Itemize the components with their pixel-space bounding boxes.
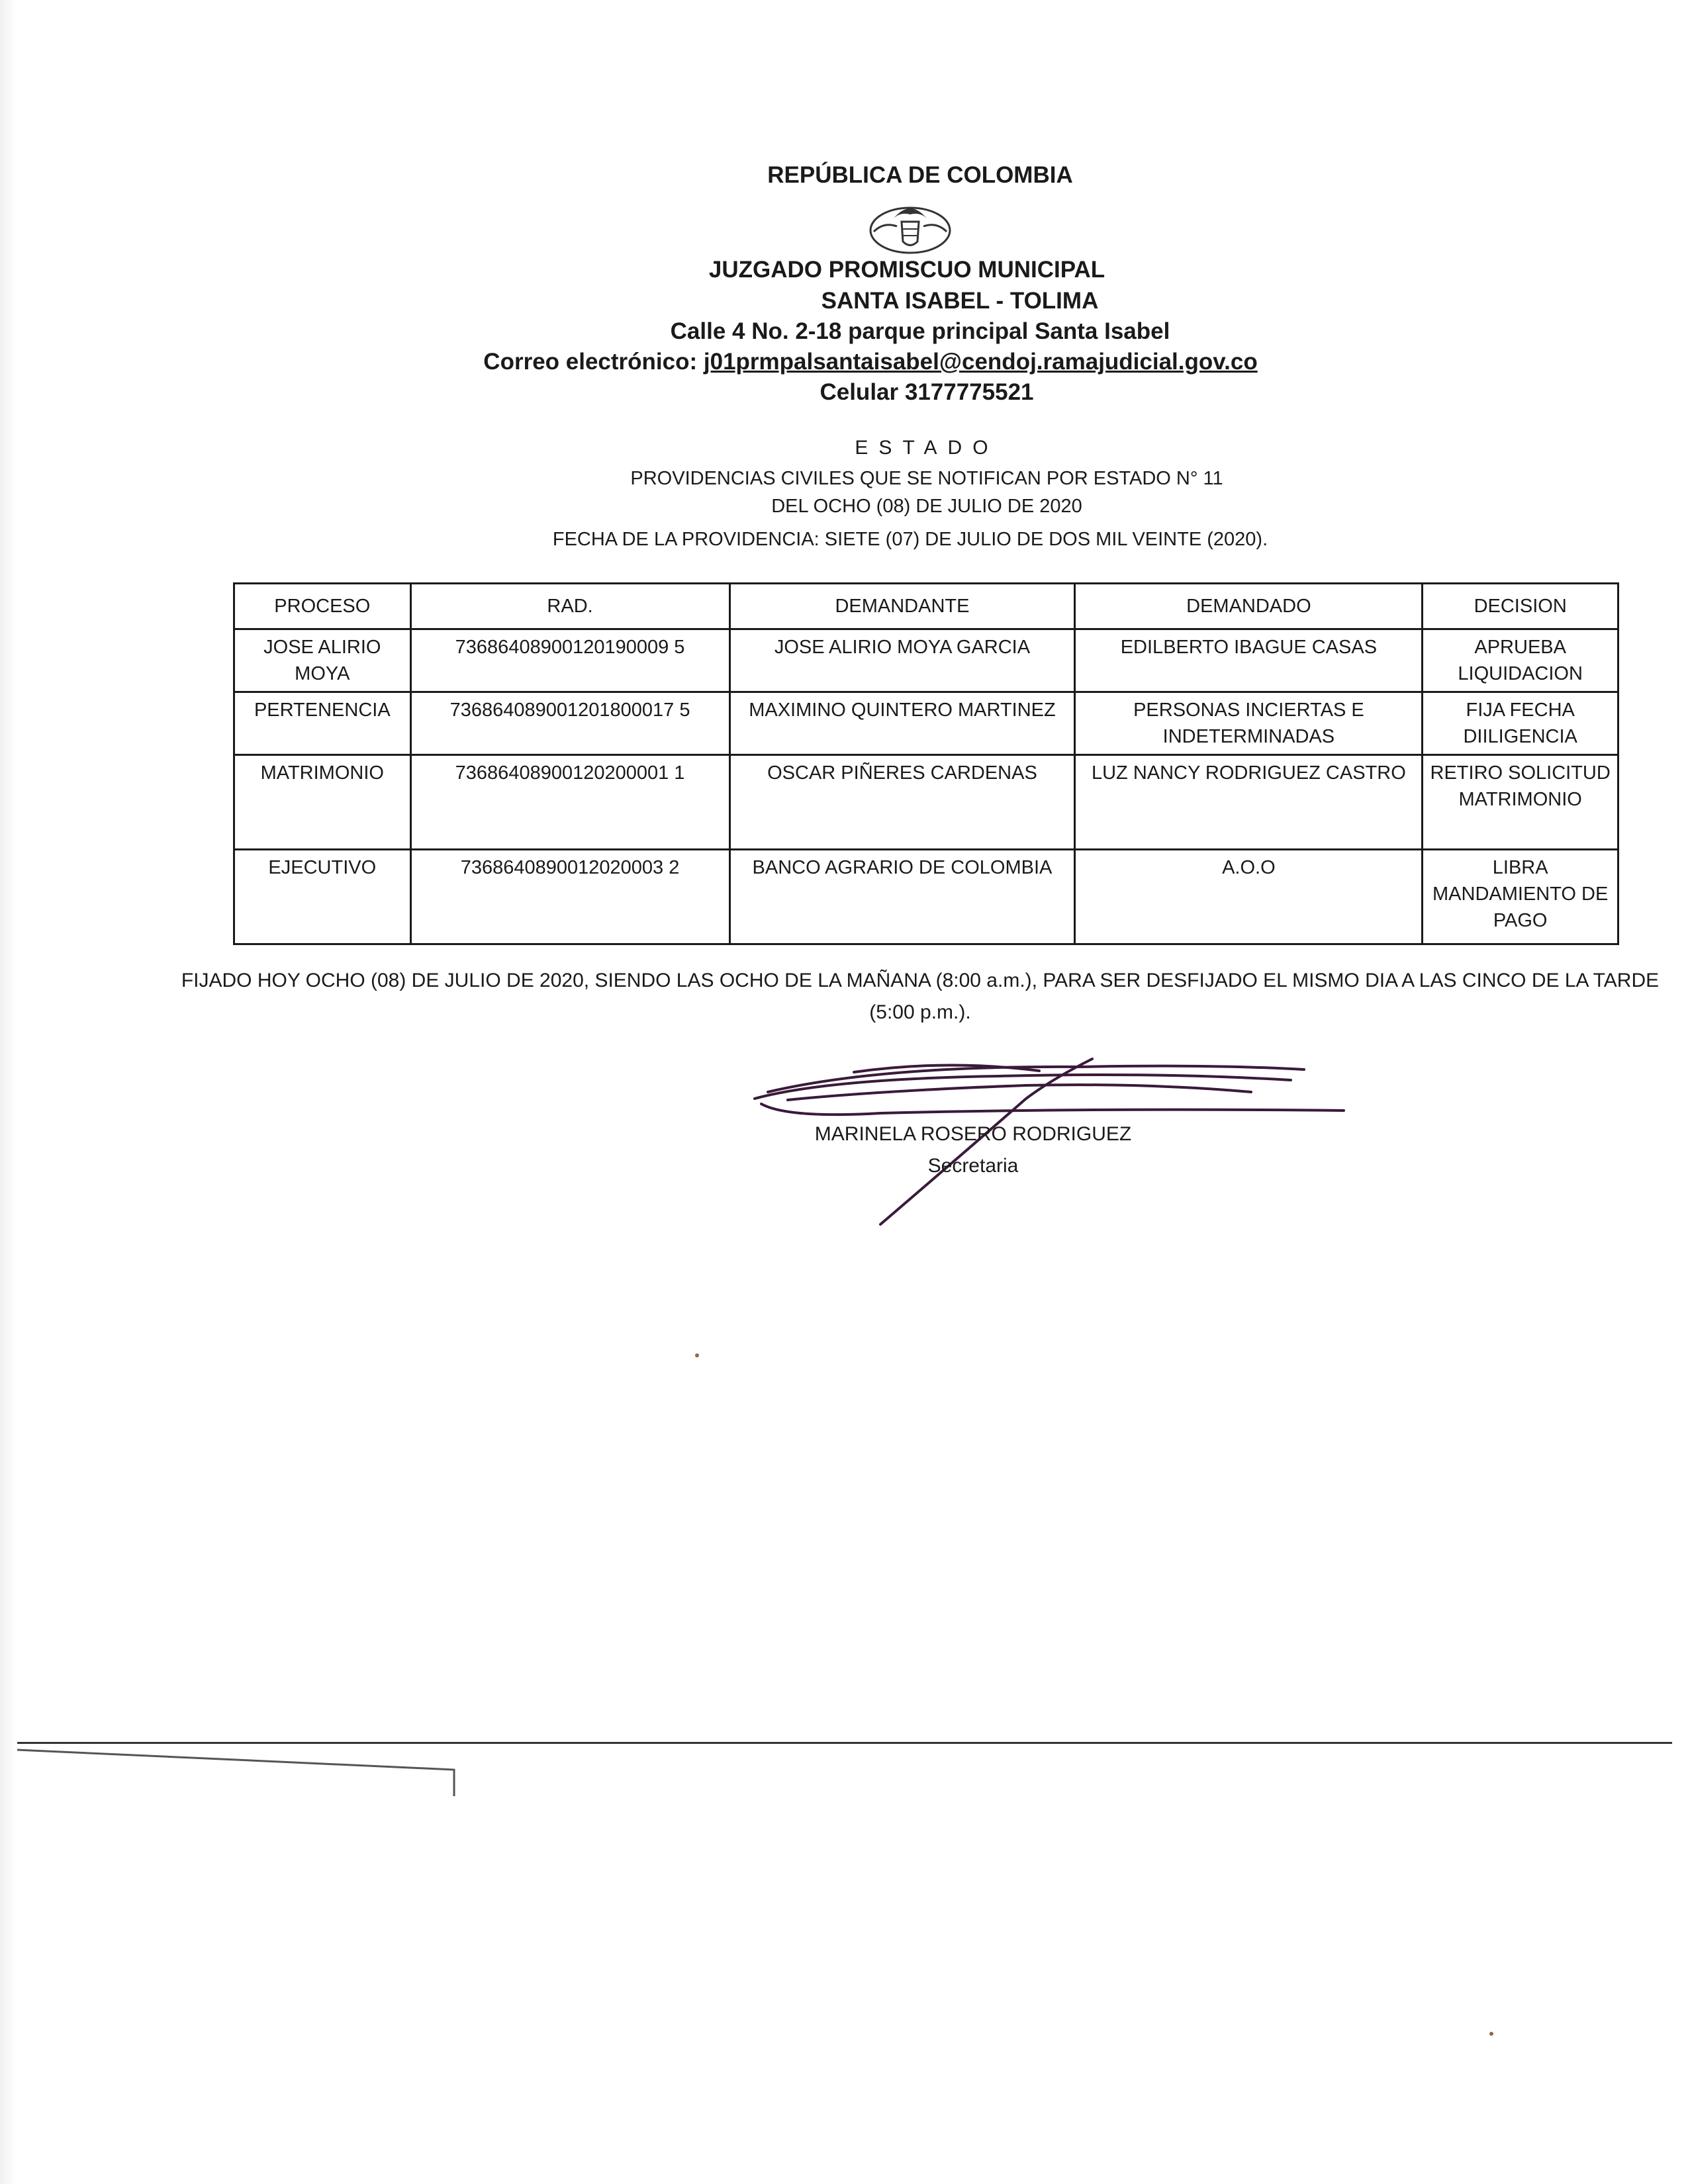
table-cell: 73686408900120200001 1 — [410, 755, 729, 850]
court-phone: Celular 3177775521 — [820, 379, 1034, 405]
scan-speck — [1489, 2032, 1493, 2036]
table-cell: LIBRA MANDAMIENTO DE PAGO — [1423, 850, 1618, 944]
estado-table — [233, 582, 1619, 945]
court-email — [0, 347, 1688, 377]
table-cell: MATRIMONIO — [234, 755, 411, 850]
coat-of-arms-seal — [861, 192, 960, 258]
estado-date: DEL OCHO (08) DE JULIO DE 2020 — [771, 496, 1082, 517]
court-city: SANTA ISABEL - TOLIMA — [821, 288, 1099, 314]
column-header: RAD. — [410, 584, 729, 629]
email-label: Correo electrónico: — [483, 349, 704, 375]
signer-role: Secretaria — [927, 1155, 1019, 1177]
table-cell: APRUEBA LIQUIDACION — [1423, 629, 1618, 692]
table-cell: FIJA FECHA DIILIGENCIA — [1423, 692, 1618, 755]
table-cell: PERSONAS INCIERTAS E INDETERMINADAS — [1075, 692, 1423, 755]
column-header: DEMANDADO — [1075, 584, 1423, 629]
email-link[interactable]: j01prmpalsantaisabel@cendoj.ramajudicial.gov.co — [703, 349, 1258, 375]
table-row — [234, 629, 1618, 692]
estado-title: ESTADO — [855, 437, 999, 459]
court-name: JUZGADO PROMISCUO MUNICIPAL — [708, 257, 1105, 283]
table-cell: EJECUTIVO — [234, 850, 411, 944]
column-header: DEMANDANTE — [729, 584, 1075, 629]
fijado-notice: FIJADO HOY OCHO (08) DE JULIO DE 2020, SIENDO LAS OCHO DE LA MAÑANA (8:00 a.m.), PARA SER DESFIJADO EL MISMO DIA A LAS CINCO DE LA TARDE (5:00 p.m.). — [181, 970, 1660, 1023]
table-row — [234, 755, 1618, 850]
estado-notice: PROVIDENCIAS CIVILES QUE SE NOTIFICAN POR ESTADO N° 11 — [630, 468, 1223, 489]
table-cell: 7368640890012020003 2 — [410, 850, 729, 944]
court-address: Calle 4 No. 2-18 parque principal Santa Isabel — [670, 318, 1170, 344]
table-cell: PERTENENCIA — [234, 692, 411, 755]
table-cell: A.O.O — [1075, 850, 1423, 944]
table-row — [234, 692, 1618, 755]
table-cell: MAXIMINO QUINTERO MARTINEZ — [729, 692, 1075, 755]
country-heading: REPÚBLICA DE COLOMBIA — [767, 162, 1073, 188]
table-row — [234, 850, 1618, 944]
page-fold-corner — [17, 1743, 467, 1803]
table-cell: LUZ NANCY RODRIGUEZ CASTRO — [1075, 755, 1423, 850]
column-header: PROCESO — [234, 584, 411, 629]
table-cell: 73686408900120190009 5 — [410, 629, 729, 692]
scan-speck — [695, 1353, 699, 1357]
table-header-row — [234, 584, 1618, 629]
column-header: DECISION — [1423, 584, 1618, 629]
table-cell: RETIRO SOLICITUD MATRIMONIO — [1423, 755, 1618, 850]
table-cell: EDILBERTO IBAGUE CASAS — [1075, 629, 1423, 692]
table-cell: OSCAR PIÑERES CARDENAS — [729, 755, 1075, 850]
table-cell: JOSE ALIRIO MOYA — [234, 629, 411, 692]
providencia-date: FECHA DE LA PROVIDENCIA: SIETE (07) DE JULIO DE DOS MIL VEINTE (2020). — [552, 529, 1268, 550]
table-cell: BANCO AGRARIO DE COLOMBIA — [729, 850, 1075, 944]
table-cell: JOSE ALIRIO MOYA GARCIA — [729, 629, 1075, 692]
signer-name: MARINELA ROSERO RODRIGUEZ — [814, 1123, 1132, 1145]
table-cell: 736864089001201800017 5 — [410, 692, 729, 755]
